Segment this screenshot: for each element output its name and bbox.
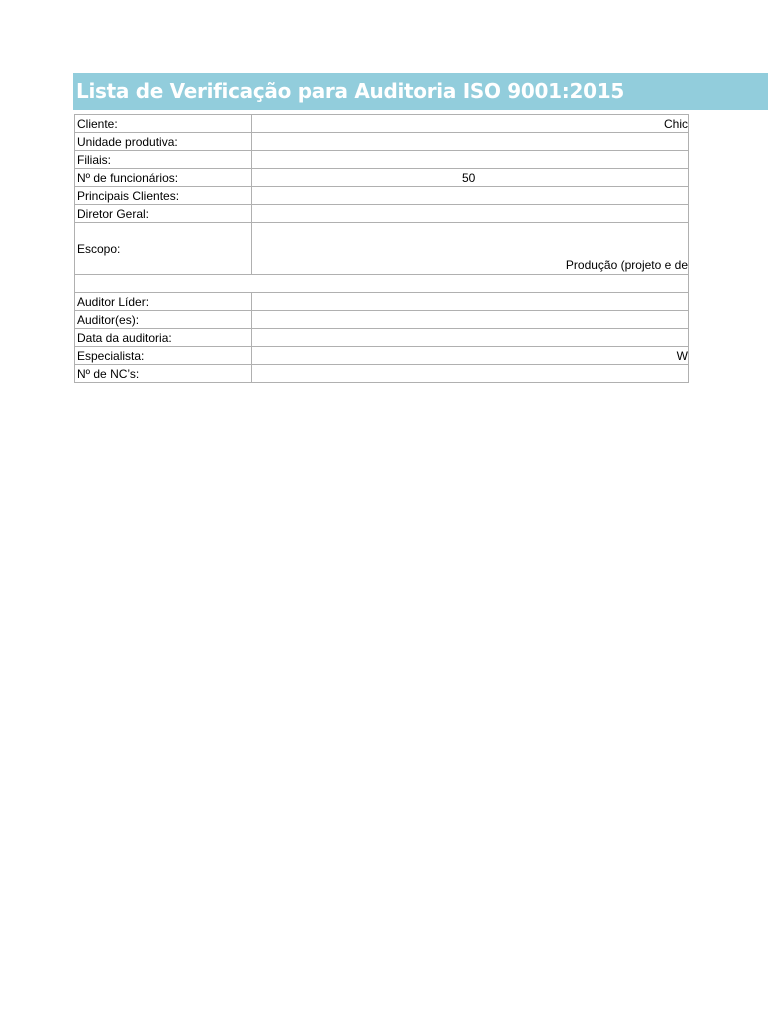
escopo-label: Escopo: — [75, 223, 252, 275]
table-row — [75, 169, 689, 187]
funcionarios-label: Nº de funcionários: — [75, 169, 252, 187]
data-auditoria-value[interactable] — [252, 329, 689, 347]
diretor-geral-value[interactable] — [252, 205, 689, 223]
table-row — [75, 329, 689, 347]
table-row — [75, 223, 689, 275]
table-row — [75, 205, 689, 223]
data-auditoria-label: Data da auditoria: — [75, 329, 252, 347]
empty-separator-row — [75, 275, 689, 293]
principais-clientes-value[interactable] — [252, 187, 689, 205]
table-row — [75, 365, 689, 383]
nc-count-value[interactable] — [252, 365, 689, 383]
unidade-produtiva-label: Unidade produtiva: — [75, 133, 252, 151]
nc-count-label: Nº de NC’s: — [75, 365, 252, 383]
table-row — [75, 311, 689, 329]
cliente-value[interactable]: Chic — [252, 115, 689, 133]
especialista-value[interactable]: W — [252, 347, 689, 365]
cliente-label: Cliente: — [75, 115, 252, 133]
auditores-label: Auditor(es): — [75, 311, 252, 329]
auditores-value[interactable] — [252, 311, 689, 329]
auditor-lider-value[interactable] — [252, 293, 689, 311]
table-row — [75, 151, 689, 169]
page-title: Lista de Verificação para Auditoria ISO 9001:2015 — [76, 79, 624, 103]
table-row — [75, 115, 689, 133]
especialista-label: Especialista: — [75, 347, 252, 365]
title-banner — [73, 73, 768, 110]
diretor-geral-label: Diretor Geral: — [75, 205, 252, 223]
auditor-lider-label: Auditor Líder: — [75, 293, 252, 311]
unidade-produtiva-value[interactable] — [252, 133, 689, 151]
escopo-value[interactable]: Produção (projeto e de — [252, 223, 689, 275]
table-row — [75, 187, 689, 205]
filiais-value[interactable] — [252, 151, 689, 169]
funcionarios-value[interactable]: 50 — [252, 169, 689, 187]
principais-clientes-label: Principais Clientes: — [75, 187, 252, 205]
filiais-label: Filiais: — [75, 151, 252, 169]
table-row — [75, 275, 689, 293]
audit-info-table — [74, 114, 689, 383]
table-row — [75, 133, 689, 151]
table-row — [75, 293, 689, 311]
table-row — [75, 347, 689, 365]
